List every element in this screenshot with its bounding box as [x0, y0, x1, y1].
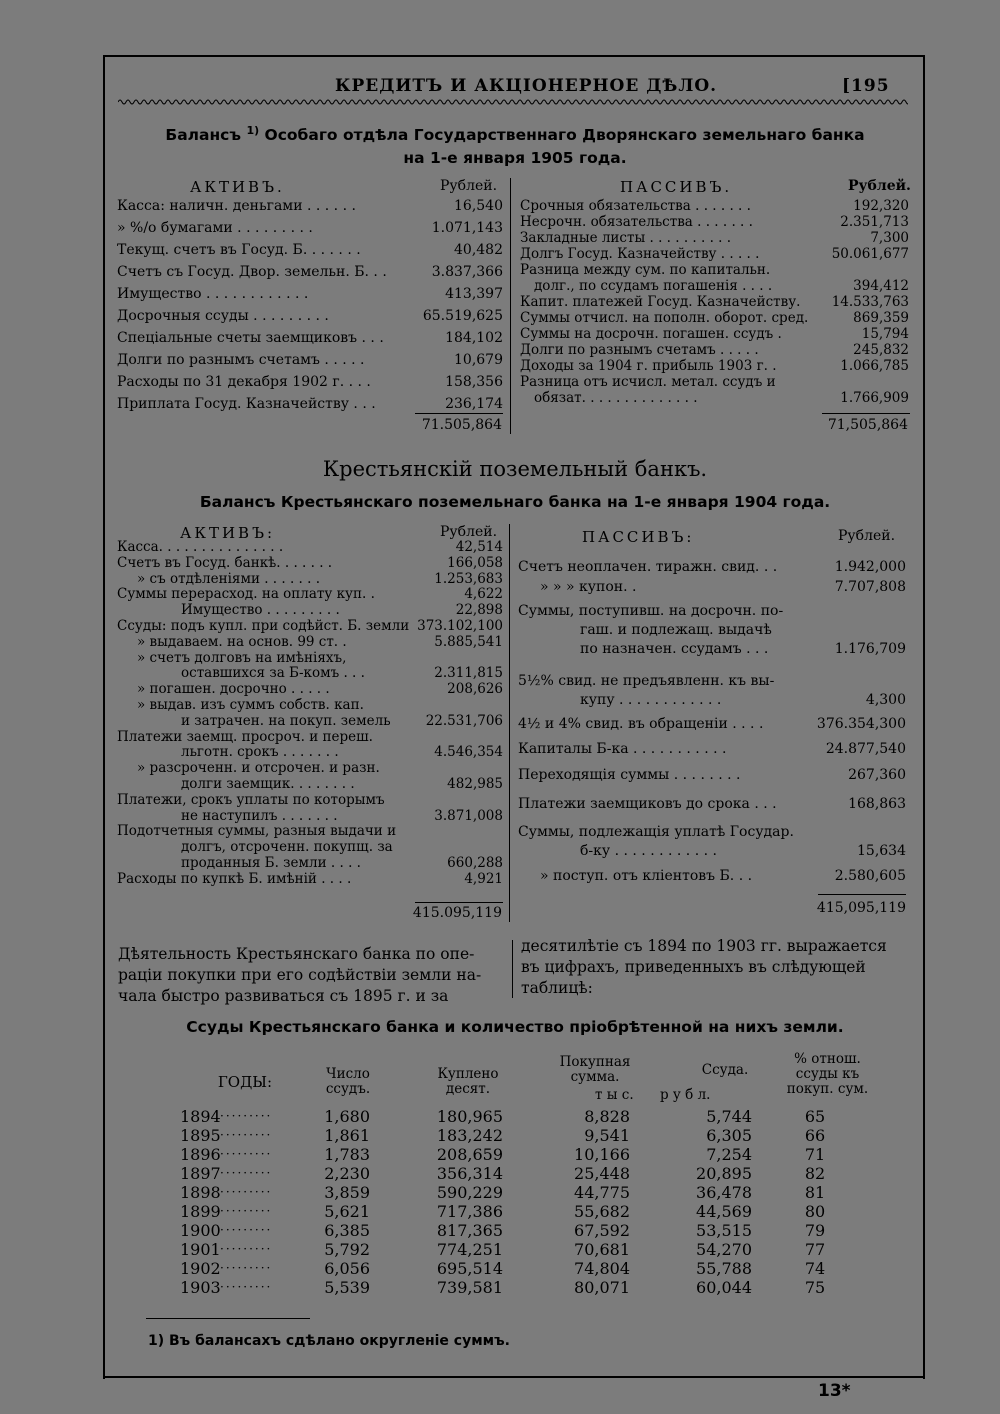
- cell-loan: 36,478: [696, 1183, 752, 1202]
- cell-bought: 774,251: [436, 1240, 503, 1259]
- peasant-active-label: » выдаваем. на основ. 99 ст. .: [137, 634, 347, 650]
- noble-active-value: 40,482: [454, 242, 503, 258]
- noble-active-row: [117, 242, 503, 258]
- cell-pct: 80: [804, 1202, 826, 1221]
- noble-passive-row: [520, 198, 909, 214]
- cell-price: 67,592: [574, 1221, 630, 1240]
- peasant-active-label: Счетъ въ Госуд. банкѣ. . . . . . .: [117, 555, 333, 571]
- cell-price: 70,681: [574, 1240, 630, 1259]
- cell-price: 9,541: [584, 1126, 630, 1145]
- noble-active-label: Расходы по 31 декабря 1902 г. . . .: [117, 374, 371, 390]
- noble-passive-label: Разница отъ исчисл. метал. ссудъ и: [520, 374, 776, 390]
- peasant-active-row: [181, 714, 503, 730]
- noble-passive-value: 245,832: [853, 342, 909, 358]
- cell-bought: 695,514: [436, 1259, 503, 1278]
- cell-pct: 79: [804, 1221, 826, 1240]
- cell-price: 25,448: [574, 1164, 630, 1183]
- cell-pct: 77: [804, 1240, 826, 1259]
- cell-leader: ·········: [220, 1147, 273, 1161]
- noble-active-row: [117, 374, 503, 390]
- noble-passive-row: [534, 278, 909, 294]
- paragraph-line: таблицѣ:: [521, 979, 593, 997]
- cell-bought: 717,386: [436, 1202, 503, 1221]
- peasant-active-row: [117, 540, 503, 556]
- cell-loan: 54,270: [696, 1240, 752, 1259]
- peasant-passive-label: Переходящiя суммы . . . . . . . .: [518, 767, 741, 783]
- cell-bought: 817,365: [436, 1221, 503, 1240]
- noble-active-label: Досрочныя ссуды . . . . . . . . .: [117, 308, 329, 324]
- peasant-active-label: Касса. . . . . . . . . . . . . . .: [117, 540, 284, 555]
- noble-passive-label: Разница между сум. по капитальн.: [520, 262, 771, 278]
- col-count: [312, 1067, 384, 1097]
- page-frame-bottom: [103, 1376, 923, 1378]
- cell-count: 1,783: [324, 1145, 370, 1164]
- cell-loan: 60,044: [696, 1278, 752, 1297]
- noble-passive-value: 869,359: [853, 310, 909, 326]
- peasant-active-row: [137, 761, 503, 777]
- peasant-active-value: 4.546,354: [434, 744, 503, 761]
- peasant-active-row: [181, 856, 503, 872]
- noble-passive-label: Несрочн. обязательства . . . . . . .: [520, 214, 753, 230]
- peasant-passive-entry: [518, 715, 908, 734]
- peasant-active-row: [117, 824, 503, 840]
- noble-passive-label: Суммы отчисл. на пополн. оборот. сред.: [520, 310, 809, 326]
- cell-year: 1902: [180, 1259, 221, 1278]
- peasant-passive-entry: [518, 766, 908, 785]
- peasant-active-value: 482,985: [447, 776, 503, 792]
- footnote-ref: 1): [246, 124, 260, 137]
- peasant-passive-value: 7.707,808: [834, 579, 906, 595]
- col-pct-line3: покуп. сум.: [786, 1081, 869, 1097]
- noble-active-label: » %/о бумагами . . . . . . . . .: [117, 220, 313, 236]
- peasant-active-label: и затрачен. на покуп. земель: [181, 713, 391, 729]
- peasant-passive-label: гаш. и подлежащ. выдачѣ: [580, 622, 772, 638]
- peasant-active-label: Платежи заемщ. просроч. и переш.: [117, 729, 373, 745]
- peasant-active-row: [181, 603, 503, 619]
- peasant-passive-value: 267,360: [848, 767, 906, 783]
- peasant-active-label: проданныя Б. земли . . . .: [181, 856, 361, 871]
- peasant-passive-label: » поступ. отъ клiентовъ Б. . .: [540, 868, 753, 884]
- peasant-active-label: » выдав. изъ суммъ собств. кап.: [137, 698, 364, 713]
- peasant-passive-value: 168,863: [848, 796, 906, 812]
- noble-passive-row: [520, 246, 909, 262]
- noble-passive-label: обязат. . . . . . . . . . . . . .: [534, 390, 698, 406]
- cell-price: 74,804: [574, 1259, 630, 1278]
- ornamental-rule: [118, 98, 908, 106]
- peasant-active-value: 660,288: [447, 855, 503, 871]
- peasant-active-label: Суммы перерасход. на оплату куп. .: [117, 587, 375, 603]
- noble-active-value: 158,356: [445, 374, 503, 390]
- noble-active-head: АКТИВЪ.: [190, 178, 285, 196]
- peasant-active-label: не наступилъ . . . . . . .: [181, 808, 338, 824]
- cell-pct: 71: [804, 1145, 826, 1164]
- noble-passive-label: Долгъ Госуд. Казначейству . . . . .: [520, 246, 760, 262]
- peasant-active-label: » разсроченн. и отсрочен. и разн.: [137, 761, 380, 777]
- peasant-passive-entry: [518, 602, 908, 659]
- cell-loan: 44,569: [696, 1202, 752, 1221]
- noble-active-value: 65.519,625: [422, 308, 503, 324]
- noble-active-row: [117, 220, 503, 236]
- cell-count: 5,621: [324, 1202, 370, 1221]
- noble-active-value: 413,397: [445, 286, 503, 302]
- table-row: [180, 1145, 880, 1164]
- peasant-active-row: [137, 572, 503, 588]
- peasant-active-label: долгъ, отсроченн. покупщ. за: [181, 840, 393, 856]
- running-head: КРЕДИТЪ И АКЦIОНЕРНОЕ ДѢЛО.: [335, 76, 718, 96]
- cell-pct: 66: [804, 1126, 826, 1145]
- noble-active-label: Спецiальные счеты заемщиковъ . . .: [117, 330, 384, 346]
- table-row: [180, 1126, 880, 1145]
- noble-passive-label: Доходы за 1904 г. прибыль 1903 г. .: [520, 358, 777, 374]
- units-thousand: т ы с.: [595, 1087, 634, 1103]
- cell-leader: ·········: [220, 1128, 273, 1142]
- cell-pct: 65: [804, 1107, 826, 1126]
- noble-passive-value: 15,794: [861, 326, 909, 342]
- noble-passive-value: 7,300: [870, 230, 909, 246]
- peasant-active-row: [137, 635, 503, 651]
- peasant-passive-label: 5½% свид. не предъявленн. къ вы-: [518, 673, 775, 689]
- peasant-active-value: 3.871,008: [434, 807, 503, 824]
- cell-pct: 74: [804, 1259, 826, 1278]
- peasant-active-head: АКТИВЪ:: [180, 524, 276, 542]
- peasant-passive-entry: [518, 672, 908, 710]
- peasant-active-value: 4,921: [464, 870, 503, 887]
- peasant-active-row: [181, 840, 503, 856]
- peasant-active-total-rule: [415, 902, 503, 903]
- noble-active-row: [117, 308, 503, 324]
- peasant-active-row: [181, 666, 503, 682]
- peasant-passive-label: Суммы, поступивш. на досрочн. по-: [518, 603, 784, 619]
- peasant-active-row: [137, 682, 503, 698]
- peasant-active-value: 373.102,100: [417, 618, 503, 634]
- noble-passive-value: 14.533,763: [831, 294, 909, 310]
- noble-passive-total: 71,505,864: [827, 417, 908, 433]
- peasant-active-value: 1.253,683: [434, 570, 503, 587]
- peasant-passive-value: 15,634: [857, 843, 906, 859]
- cell-year: 1903: [180, 1278, 221, 1297]
- col-pct-line1: % отнош.: [794, 1051, 861, 1067]
- noble-active-value: 236,174: [445, 396, 503, 412]
- noble-active-row: [117, 198, 503, 214]
- noble-active-row: [117, 352, 503, 368]
- noble-active-label: Текущ. счетъ въ Госуд. Б. . . . . . .: [117, 242, 361, 258]
- peasant-passive-value: 24.877,540: [825, 741, 906, 757]
- cell-bought: 590,229: [436, 1183, 503, 1202]
- cell-count: 2,230: [324, 1164, 370, 1183]
- noble-active-value: 3.837,366: [431, 264, 503, 280]
- cell-year: 1899: [180, 1202, 221, 1221]
- cell-bought: 356,314: [436, 1164, 503, 1183]
- peasant-active-row: [137, 698, 503, 714]
- cell-count: 1,680: [324, 1107, 370, 1126]
- cell-leader: ·········: [220, 1204, 273, 1218]
- peasant-active-row: [117, 619, 503, 635]
- peasant-passive-total-rule: [818, 894, 906, 895]
- noble-passive-row: [534, 390, 909, 406]
- peasant-active-value: 208,626: [447, 681, 503, 698]
- noble-passive-label: Срочныя обязательства . . . . . . .: [520, 198, 751, 214]
- noble-active-label: Касса: наличн. деньгами . . . . . .: [117, 198, 356, 214]
- peasant-active-label: » погашен. досрочно . . . . .: [137, 682, 330, 698]
- footnote-text: Въ балансахъ сдѣлано округленiе суммъ.: [169, 1333, 510, 1349]
- cell-leader: ·········: [220, 1242, 273, 1256]
- noble-active-row: [117, 330, 503, 346]
- peasant-passive-value: 1.942,000: [834, 559, 906, 575]
- noble-passive-unit: Рублей.: [848, 178, 911, 194]
- paragraph-line: Дѣятельность Крестьянскаго банка по опе-: [118, 945, 475, 963]
- peasant-passive-label: Счетъ неоплачен. тиражн. свид. . .: [518, 559, 778, 575]
- paragraph-divider: [512, 940, 513, 998]
- cell-loan: 20,895: [696, 1164, 752, 1183]
- peasant-passive-label: Капиталы Б-ка . . . . . . . . . . .: [518, 741, 727, 757]
- paragraph-line: въ цифрахъ, приведенныхъ въ слѣдующей: [521, 958, 866, 976]
- cell-price: 10,166: [574, 1145, 630, 1164]
- noble-passive-row: [520, 214, 909, 230]
- noble-passive-value: 394,412: [853, 278, 909, 294]
- peasant-active-row: [181, 777, 503, 793]
- noble-active-value: 184,102: [445, 330, 503, 346]
- paragraph-line: десятилѣтiе съ 1894 по 1903 гг. выражается: [521, 937, 887, 955]
- cell-year: 1898: [180, 1183, 221, 1202]
- peasant-active-value: 5.885,541: [434, 633, 503, 650]
- cell-pct: 81: [804, 1183, 826, 1202]
- cell-year: 1901: [180, 1240, 221, 1259]
- noble-active-label: Имущество . . . . . . . . . . . .: [117, 286, 309, 302]
- table-row: [180, 1259, 880, 1278]
- peasant-active-value: 4,622: [464, 586, 503, 603]
- peasant-passive-head: ПАССИВЪ:: [582, 528, 695, 546]
- cell-leader: ·········: [220, 1166, 273, 1180]
- peasant-active-label: долги заемщик. . . . . . . .: [181, 777, 355, 792]
- peasant-passive-value: 4,300: [865, 692, 906, 708]
- peasant-passive-label: купу . . . . . . . . . . . .: [580, 692, 722, 708]
- cell-leader: ·········: [220, 1261, 273, 1275]
- peasant-passive-unit: Рублей.: [838, 528, 896, 544]
- peasant-active-value: 22.531,706: [425, 712, 503, 729]
- peasant-active-label: Имущество . . . . . . . . .: [181, 603, 340, 619]
- noble-passive-label: долг., по ссудамъ погашенiя . . . .: [534, 278, 773, 294]
- table-row: [180, 1202, 880, 1221]
- peasant-active-label: » счетъ долговъ на имѣнiяхъ,: [137, 650, 347, 666]
- peasant-active-value: 2.311,815: [434, 665, 503, 682]
- noble-active-label: Приплата Госуд. Казначейству . . .: [117, 396, 376, 412]
- cell-year: 1894: [180, 1107, 221, 1126]
- peasant-active-label: » съ отдѣленiями . . . . . . .: [137, 571, 321, 587]
- col-price-line1: Покупная: [559, 1054, 631, 1070]
- noble-bank-date: на 1-е января 1905 года.: [403, 149, 627, 167]
- cell-loan: 6,305: [706, 1126, 752, 1145]
- noble-passive-row: [520, 342, 909, 358]
- noble-passive-value: 1.066,785: [840, 358, 909, 374]
- cell-loan: 5,744: [706, 1107, 752, 1126]
- col-bought-line2: десят.: [445, 1081, 491, 1097]
- col-bought-line1: Куплено: [437, 1066, 499, 1082]
- table-row: [180, 1240, 880, 1259]
- col-loan: Ссуда.: [701, 1062, 749, 1078]
- cell-bought: 739,581: [436, 1278, 503, 1297]
- peasant-bank-heading: Крестьянскiй поземельный банкъ.: [322, 457, 708, 481]
- peasant-active-total: 415.095,119: [412, 905, 502, 921]
- cell-loan: 53,515: [696, 1221, 752, 1240]
- cell-bought: 180,965: [436, 1107, 503, 1126]
- noble-passive-row: [520, 310, 909, 326]
- peasant-passive-label: » » » купон. .: [540, 579, 637, 595]
- peasant-passive-entry: [518, 823, 908, 861]
- cell-year: 1897: [180, 1164, 221, 1183]
- cell-leader: ·········: [220, 1185, 273, 1199]
- footnote-rule: [146, 1318, 310, 1319]
- noble-passive-row: [520, 230, 909, 246]
- peasant-active-value: 22,898: [455, 602, 503, 619]
- peasant-column-divider: [509, 524, 510, 922]
- noble-active-total: 71.505,864: [421, 417, 502, 433]
- peasant-active-label: Подотчетныя суммы, разныя выдачи и: [117, 824, 397, 840]
- cell-count: 3,859: [324, 1183, 370, 1202]
- printer-signature: 13*: [818, 1381, 851, 1401]
- peasant-active-row: [137, 651, 503, 667]
- noble-passive-value: 192,320: [853, 198, 909, 214]
- col-pct-line2: ссуды къ: [795, 1066, 860, 1082]
- peasant-passive-entry: [518, 740, 908, 759]
- noble-passive-label: Закладные листы . . . . . . . . . .: [520, 230, 732, 246]
- noble-active-row: [117, 396, 503, 412]
- peasant-active-label: оставшихся за Б-комъ . . .: [181, 666, 365, 682]
- noble-active-row: [117, 264, 503, 280]
- cell-leader: ·········: [220, 1280, 273, 1294]
- col-years: ГОДЫ:: [217, 1073, 273, 1091]
- table-row: [180, 1221, 880, 1240]
- noble-passive-value: 1.766,909: [840, 390, 909, 406]
- cell-count: 5,539: [324, 1278, 370, 1297]
- peasant-active-row: [117, 872, 503, 888]
- cell-pct: 82: [804, 1164, 826, 1183]
- noble-passive-label: Суммы на досрочн. погашен. ссудъ .: [520, 326, 782, 342]
- cell-year: 1896: [180, 1145, 221, 1164]
- cell-year: 1900: [180, 1221, 221, 1240]
- peasant-active-row: [117, 730, 503, 746]
- table-row: [180, 1107, 880, 1126]
- noble-passive-head: ПАССИВЪ.: [620, 178, 733, 196]
- cell-bought: 183,242: [436, 1126, 503, 1145]
- peasant-bank-title: Балансъ Крестьянскаго поземельнаго банка на 1-е января 1904 года.: [199, 493, 831, 511]
- col-price: [555, 1055, 635, 1085]
- peasant-active-value: 166,058: [447, 554, 503, 571]
- cell-price: 80,071: [574, 1278, 630, 1297]
- noble-active-row: [117, 286, 503, 302]
- peasant-passive-value: 2.580,605: [834, 868, 906, 884]
- cell-count: 6,385: [324, 1221, 370, 1240]
- cell-leader: ·········: [220, 1223, 273, 1237]
- noble-active-value: 16,540: [454, 198, 503, 214]
- cell-bought: 208,659: [436, 1145, 503, 1164]
- cell-price: 44,775: [574, 1183, 630, 1202]
- noble-passive-value: 50.061,677: [831, 246, 909, 262]
- col-pct: [780, 1052, 875, 1097]
- title-rest: Особаго отдѣла Государственнаго Дворянскаго земельнаго банка: [264, 126, 865, 145]
- units-rubles: р у б л.: [660, 1087, 711, 1103]
- peasant-passive-label: по назначен. ссудамъ . . .: [580, 641, 769, 657]
- cell-count: 1,861: [324, 1126, 370, 1145]
- noble-passive-label: Долги по разнымъ счетамъ . . . . .: [520, 342, 759, 358]
- noble-passive-row: [520, 358, 909, 374]
- peasant-active-row: [117, 793, 503, 809]
- col-count-line2: ссудъ.: [325, 1081, 371, 1097]
- peasant-passive-entry: [518, 558, 908, 577]
- peasant-passive-value: 376.354,300: [816, 716, 906, 732]
- cell-count: 6,056: [324, 1259, 370, 1278]
- table-row: [180, 1183, 880, 1202]
- page-number: [195: [842, 76, 890, 96]
- peasant-active-row: [181, 745, 503, 761]
- peasant-active-label: Платежи, срокъ уплаты по которымъ: [117, 792, 385, 808]
- footnote-mark: 1): [148, 1333, 165, 1349]
- peasant-active-label: Ссуды: подъ купл. при содѣйст. Б. земли: [117, 619, 410, 634]
- noble-active-unit: Рублей.: [440, 178, 498, 194]
- peasant-passive-entry: [518, 867, 908, 886]
- peasant-passive-label: Суммы, подлежащiя уплатѣ Государ.: [518, 824, 794, 840]
- peasant-active-row: [181, 809, 503, 825]
- noble-active-value: 1.071,143: [431, 220, 503, 236]
- noble-active-label: Долги по разнымъ счетамъ . . . . .: [117, 352, 365, 368]
- peasant-passive-total: 415,095,119: [816, 900, 906, 916]
- noble-passive-value: 2.351,713: [840, 214, 909, 230]
- noble-column-divider: [510, 178, 511, 434]
- cell-price: 8,828: [584, 1107, 630, 1126]
- noble-active-label: Счетъ съ Госуд. Двор. земельн. Б. . .: [117, 264, 387, 280]
- peasant-passive-label: б-ку . . . . . . . . . . . .: [580, 843, 717, 859]
- col-price-line2: сумма.: [570, 1069, 620, 1085]
- noble-active-value: 10,679: [454, 352, 503, 368]
- cell-pct: 75: [804, 1278, 826, 1297]
- noble-passive-row: [520, 326, 909, 342]
- noble-passive-label: Капит. платежей Госуд. Казначейству.: [520, 294, 801, 310]
- title-word: Балансъ: [165, 126, 242, 145]
- noble-passive-row: [520, 374, 909, 390]
- paragraph-line: рацiи покупки при его содѣйствiи земли на-: [118, 966, 482, 984]
- peasant-active-row: [117, 587, 503, 603]
- footnote: [148, 1333, 510, 1349]
- noble-passive-row: [520, 262, 909, 278]
- peasant-passive-label: Платежи заемщиковъ до срока . . .: [518, 796, 777, 812]
- peasant-passive-label: 4½ и 4% свид. въ обращенiи . . . .: [518, 716, 764, 732]
- cell-price: 55,682: [574, 1202, 630, 1221]
- cell-loan: 7,254: [706, 1145, 752, 1164]
- noble-passive-row: [520, 294, 909, 310]
- cell-leader: ·········: [220, 1109, 273, 1123]
- peasant-active-label: Расходы по купкѣ Б. имѣнiй . . . .: [117, 871, 352, 887]
- peasant-passive-entry: [518, 795, 908, 814]
- paragraph-line: чала быстро развиваться съ 1895 г. и за: [118, 987, 449, 1005]
- peasant-passive-entry: [518, 578, 908, 597]
- peasant-passive-value: 1.176,709: [834, 641, 906, 657]
- cell-year: 1895: [180, 1126, 221, 1145]
- cell-loan: 55,788: [696, 1259, 752, 1278]
- noble-bank-title: [120, 124, 910, 144]
- peasant-active-row: [117, 556, 503, 572]
- col-bought: [428, 1067, 508, 1097]
- table-row: [180, 1164, 880, 1183]
- table-row: [180, 1278, 880, 1297]
- loans-table-title: Ссуды Крестьянскаго банка и количество прiобрѣтенной на нихъ земли.: [186, 1018, 844, 1036]
- cell-count: 5,792: [324, 1240, 370, 1259]
- peasant-active-label: льготн. срокъ . . . . . . .: [181, 745, 339, 761]
- peasant-active-unit: Рублей.: [440, 524, 498, 540]
- noble-passive-total-rule: [822, 413, 910, 414]
- noble-active-total-rule: [415, 413, 503, 414]
- col-count-line1: Число: [326, 1066, 370, 1082]
- peasant-active-value: 42,514: [455, 539, 503, 555]
